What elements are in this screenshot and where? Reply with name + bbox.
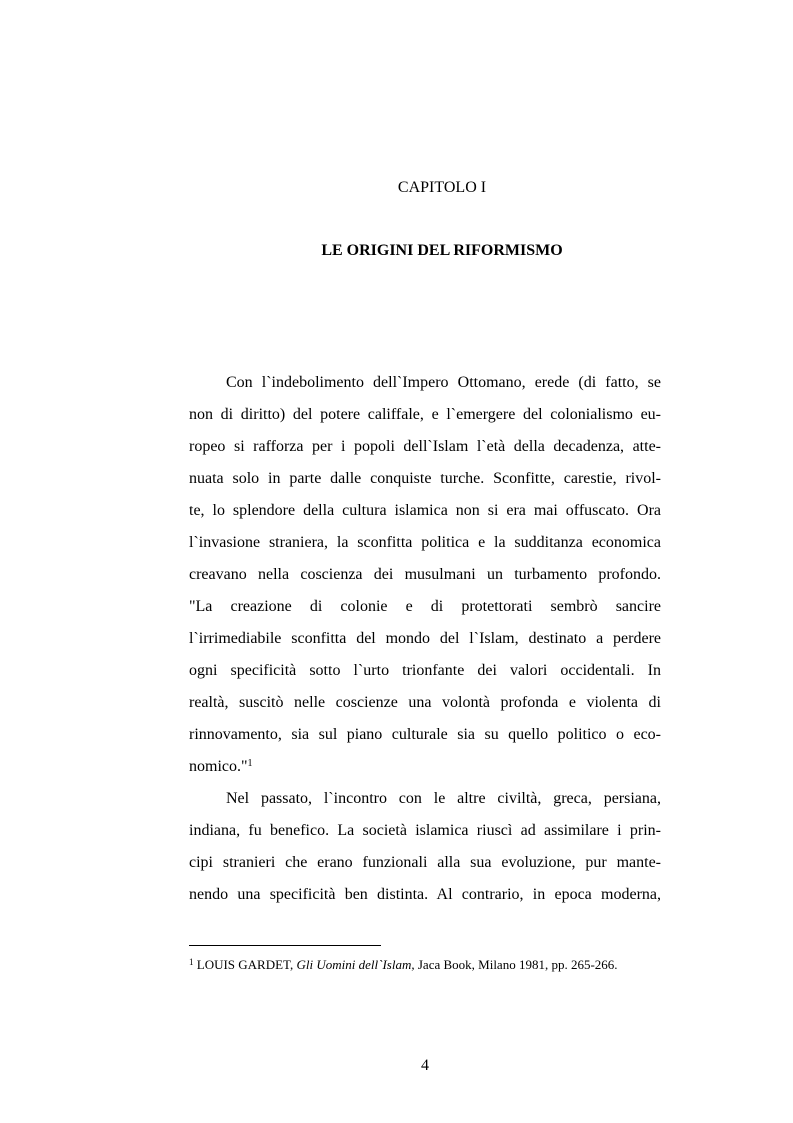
paragraph — [189, 367, 661, 783]
text-line: l`irrimediabile sconfitta del mondo del l`Islam, destinato a perdere — [189, 630, 661, 647]
chapter-label: CAPITOLO I — [397, 179, 487, 196]
text-line: Nel passato, l`incontro con le altre civiltà, greca, persiana, — [226, 790, 661, 807]
chapter-title: LE ORIGINI DEL RIFORMISMO — [321, 242, 563, 259]
text-line: cipi stranieri che erano funzionali alla sua evoluzione, pur mante- — [189, 854, 661, 871]
paragraph — [189, 783, 661, 911]
page-number: 4 — [421, 1057, 429, 1074]
text-line: realtà, suscitò nelle coscienze una volontà profonda e violenta di — [189, 694, 661, 711]
text-line: te, lo splendore della cultura islamica non si era mai offuscato. Ora — [189, 502, 661, 519]
text-line: non di diritto) del potere califfale, e l`emergere del colonialismo eu- — [189, 406, 661, 423]
text-line: indiana, fu benefico. La società islamica riuscì ad assimilare i prin- — [189, 822, 661, 839]
text-line: creavano nella coscienza dei musulmani un turbamento profondo. — [189, 566, 661, 583]
footnote-number: 1 — [189, 957, 194, 967]
text-line: Con l`indebolimento dell`Impero Ottomano, erede (di fatto, se — [226, 374, 661, 391]
footnote-author: LOUIS GARDET, — [196, 957, 294, 972]
text-line — [189, 751, 661, 783]
text-line: ropeo si rafforza per i popoli dell`Islam l`età della decadenza, atte- — [189, 438, 661, 455]
footnote-reference: 1 — [247, 758, 253, 769]
footnote-details: Jaca Book, Milano 1981, pp. 265-266. — [417, 957, 618, 972]
footnote-title: Gli Uomini dell`Islam, — [296, 957, 415, 972]
text-line: "La creazione di colonie e di protettorati sembrò sancire — [189, 598, 661, 615]
body-text — [189, 367, 661, 911]
text-line: rinnovamento, sia sul piano culturale sia su quello politico o eco- — [189, 726, 661, 743]
footnote-divider — [189, 945, 381, 946]
text-line: ogni specificità sotto l`urto trionfante dei valori occidentali. In — [189, 662, 661, 679]
text-line: nuata solo in parte dalle conquiste turche. Sconfitte, carestie, rivol- — [189, 470, 661, 487]
text-line: l`invasione straniera, la sconfitta politica e la sudditanza economica — [189, 534, 661, 551]
footnote — [189, 957, 709, 973]
text-line: nendo una specificità ben distinta. Al contrario, in epoca moderna, — [189, 886, 661, 903]
text-line-content: nomico." — [189, 758, 248, 775]
